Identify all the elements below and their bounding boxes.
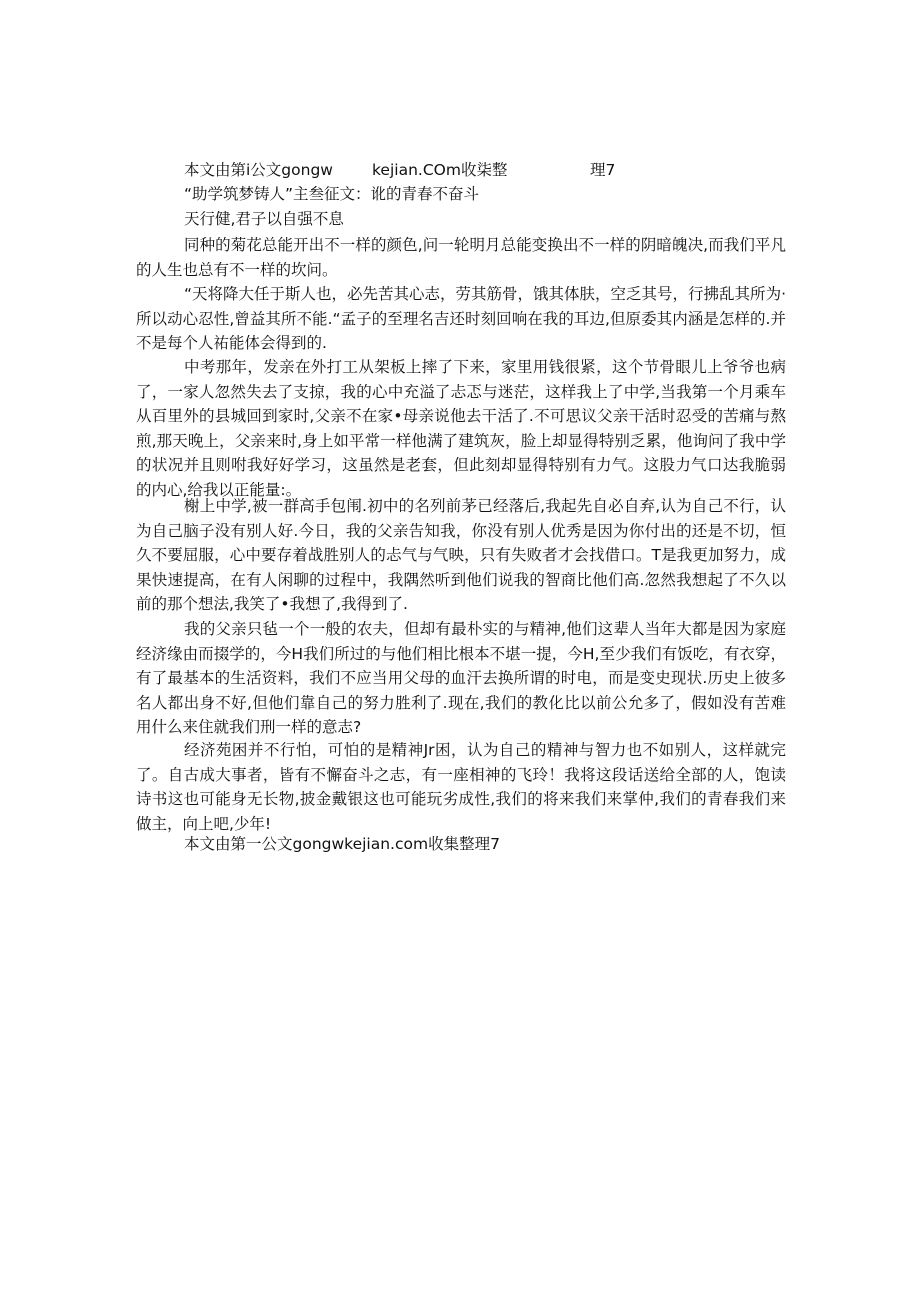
essay-motto: 天行健,君子以自强不息 [184, 210, 344, 228]
essay-title: “助学筑梦铸人”主叁征文：讹的青春不奋斗 [184, 185, 480, 203]
paragraph-6: 经济苑困并不行怕，可怕的是精神Jr困，认为自己的精神与智力也不如别人，这样就完了。自古成大事者，皆有不懈奋斗之志，有一座相神的飞玲！我将这段话送给全部的人，饱读诗书这也可能身无长物,披金戴银这也可能玩劣成性,我们的将来我们来掌仲,我们的青春我们来做主，向上吧,少年! [136, 741, 786, 833]
paragraph-4: 榭上中学,被一群高手包闱.初中的名列前茅已经落后,我起先自必自弃,认为自己不行，认为自己脑子没有别人好.今日，我的父亲告知我，你没有别人优秀是因为你付出的还是不切，恒久不要屈服，心中要存着战胜别人的忐气与气映，只有失败者才会找借口。T是我更加努力，成果快速提高，在有人闲聊的过程中，我隅然听到他们说我的智商比他们高.忽然我想起了不久以前的那个想法,我笑了•我想了,我得到了. [136, 497, 786, 613]
paragraph-5: 我的父亲只毡一个一般的农夫，但却有最朴实的与精神,他们这辈人当年大都是因为家庭经济缘由而掇学的，今H我们所过的与他们相比根本不堪一提，今H,至少我们有饭吃，有衣穿，有了最基本的生活资料，我们不应当用父母的血汗去换所谓的时电，而是变史现状.历史上彼多名人都出身不好,但他们靠自己的努力胜利了.现在,我们的教化比以前公允多了，假如没有苦难用什么来住就我们刑一样的意志? [136, 620, 786, 736]
header-source-part1: 本文由第i公文gongw [184, 161, 333, 179]
header-source-part2: kejian.COm收柒整 [372, 161, 508, 179]
paragraph-3: 中考那年，发亲在外打工从架板上摔了下来，家里用钱很紧，这个节骨眼儿上爷爷也病了，一家人忽然失去了支掠，我的心中充溢了忐忑与迷茫，这样我上了中学,当我第一个月乘车从百里外的县城回到家时,父亲不在家•母亲说他去干活了.不可思议父亲干活时忍受的苦痛与熬煎,那天晚上，父亲来时,身上如平常一样他满了建筑灰，脸上却显得特别乏累，他询问了我中学的状况并且则咐我好好学习，这虽然是老套，但此刻却显得特别有力气。这股力气口达我脆弱的内心,给我以正能量:。 [136, 358, 786, 499]
paragraph-2: “天将降大任于斯人也，必先苦其心志，劳其筋骨，饿其体肤，空乏其号，行拂乱其所为·所以动心忍性,曾益其所不能.“孟子的至理名吉还时刻回响在我的耳边,但原委其内涵是怎样的.并不是每个人祐能体会得到的. [136, 285, 786, 352]
paragraph-1: 同种的菊花总能开出不一样的颜色,问一轮明月总能变换出不一样的阴暗魄决,而我们平凡的人生也总有不一样的坎问。 [136, 236, 786, 279]
footer-source: 本文由第一公文gongwkejian.com收集整理7 [184, 835, 500, 853]
header-source-part3: 理7 [590, 161, 616, 179]
